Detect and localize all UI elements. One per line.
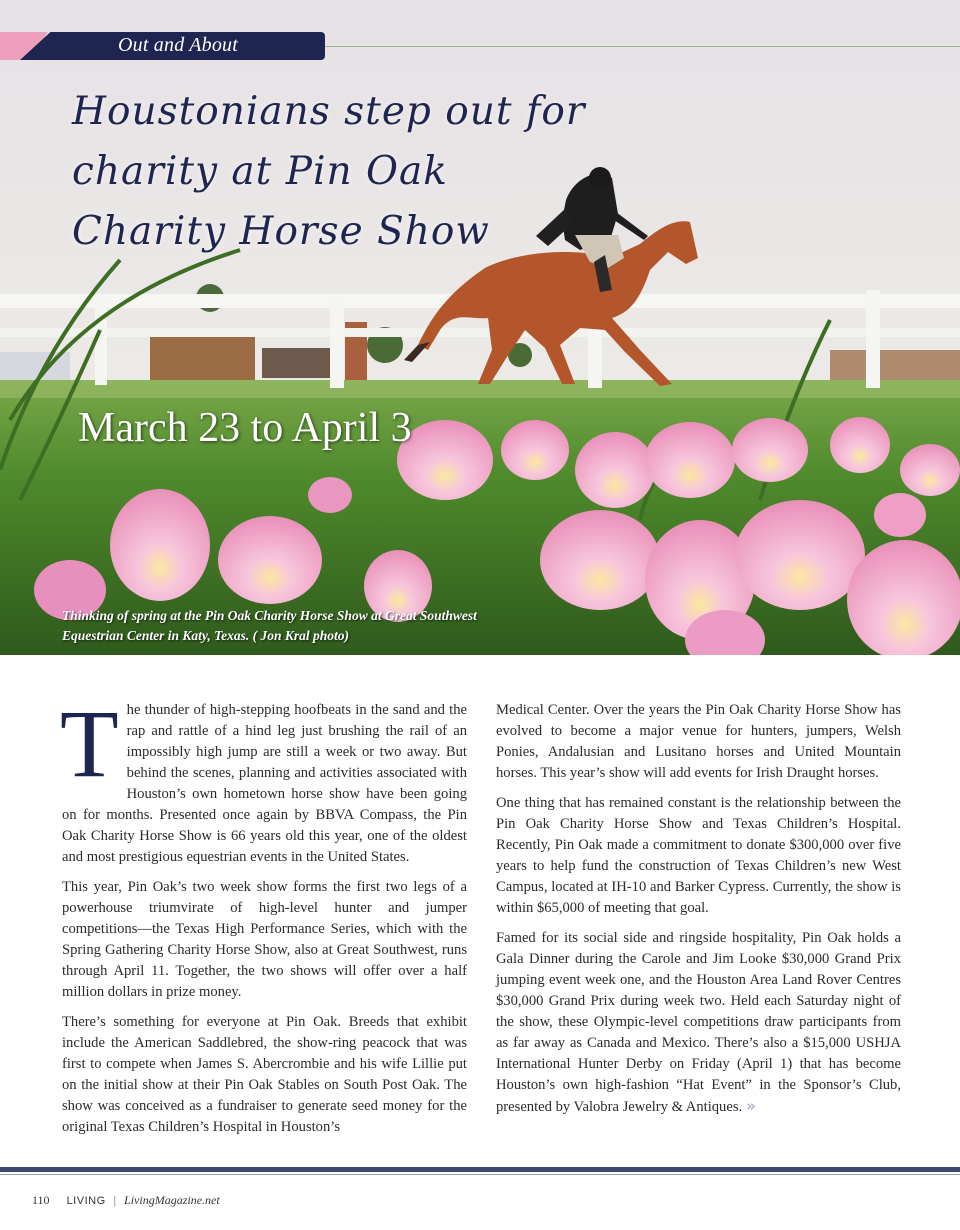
- article-headline: Houstonians step out for charity at Pin Oak Charity Horse Show: [72, 89, 586, 254]
- article-column-left: [60, 690, 467, 1147]
- footer-separator: |: [113, 1193, 117, 1207]
- footer-rule-thin: [0, 1174, 960, 1175]
- paragraph-text: he thunder of high-stepping hoofbeats in the sand and the rap and rattle of a hind leg just brushing the rail of an impossibly high jump are still a week or two away. But behind the scenes, planning and activities associated with Houston’s own hometown horse show have been going on for months. Presented once again by BBVA Compass, the Pin Oak Charity Horse Show is 66 years old this year, one of the oldest and most prestigious equestrian events in the United States.: [62, 702, 467, 865]
- paragraph: [60, 690, 467, 868]
- paragraph: Medical Center. Over the years the Pin Oak Charity Horse Show has evolved to become a major venue for hunters, jumpers, Welsh Ponies, Andalusian and Lusitano horses and United Mountain horses. This year’s show will add events for Irish Draught horses.: [496, 702, 901, 781]
- paragraph: One thing that has remained constant is the relationship between the Pin Oak Charity Horse Show and Texas Children’s Hospital. Recently, Pin Oak made a commitment to donate $300,000 over five years to help fund the construction of Texas Children’s new West Campus, located at IH-10 and Barker Cypress. Currently, the show is within $65,000 of meeting that goal.: [496, 795, 901, 916]
- drop-cap: T: [60, 690, 119, 797]
- section-label: Out and About: [118, 34, 239, 56]
- paragraph: There’s something for everyone at Pin Oak. Breeds that exhibit include the American Saddlebred, the show-ring peacock that was first to compete when James S. Abercrombie and his wife Lillie put on the initial show at their Pin Oak Stables on South Post Oak. The show was conceived as a fundraiser to generate seed money for the original Texas Children’s Hospital in Houston’s: [62, 1014, 467, 1135]
- page-number: 110: [32, 1193, 50, 1207]
- section-rule: [325, 46, 960, 47]
- article-column-right: [496, 700, 901, 1127]
- photo-caption: Thinking of spring at the Pin Oak Charity Horse Show at Great Southwest Equestrian Center in Katy, Texas. ( Jon Kral photo): [62, 608, 477, 643]
- paragraph: [496, 928, 901, 1118]
- end-of-article-icon: »: [746, 1097, 756, 1115]
- page-footer: [32, 1193, 220, 1208]
- event-dates: March 23 to April 3: [78, 405, 412, 451]
- magazine-url: LivingMagazine.net: [124, 1193, 220, 1207]
- paragraph-text: Famed for its social side and ringside hospitality, Pin Oak holds a Gala Dinner during the Carole and Jim Looke $30,000 Grand Prix jumping event week one, and the Houston Area Land Rover Centres $30,000 Grand Prix during week two. Held each Saturday night of the show, these Olympic-level competitions draw participants from as far away as Canada and Mexico. There’s also a $15,000 USHJA International Hunter Derby on Friday (April 1) that has become Houston’s own high-fashion “Hat Event” in the Sponsor’s Club, presented by Valobra Jewelry & Antiques.: [496, 930, 901, 1115]
- magazine-name: LIVING: [66, 1195, 106, 1207]
- paragraph: This year, Pin Oak’s two week show forms the first two legs of a powerhouse triumvirate of high-level hunter and jumper competitions—the Texas High Performance Series, which with the Spring Gathering Charity Horse Show, also at Great Southwest, runs through April 11. Together, the two shows will offer over a half million dollars in prize money.: [62, 879, 467, 1000]
- footer-rule: [0, 1167, 960, 1172]
